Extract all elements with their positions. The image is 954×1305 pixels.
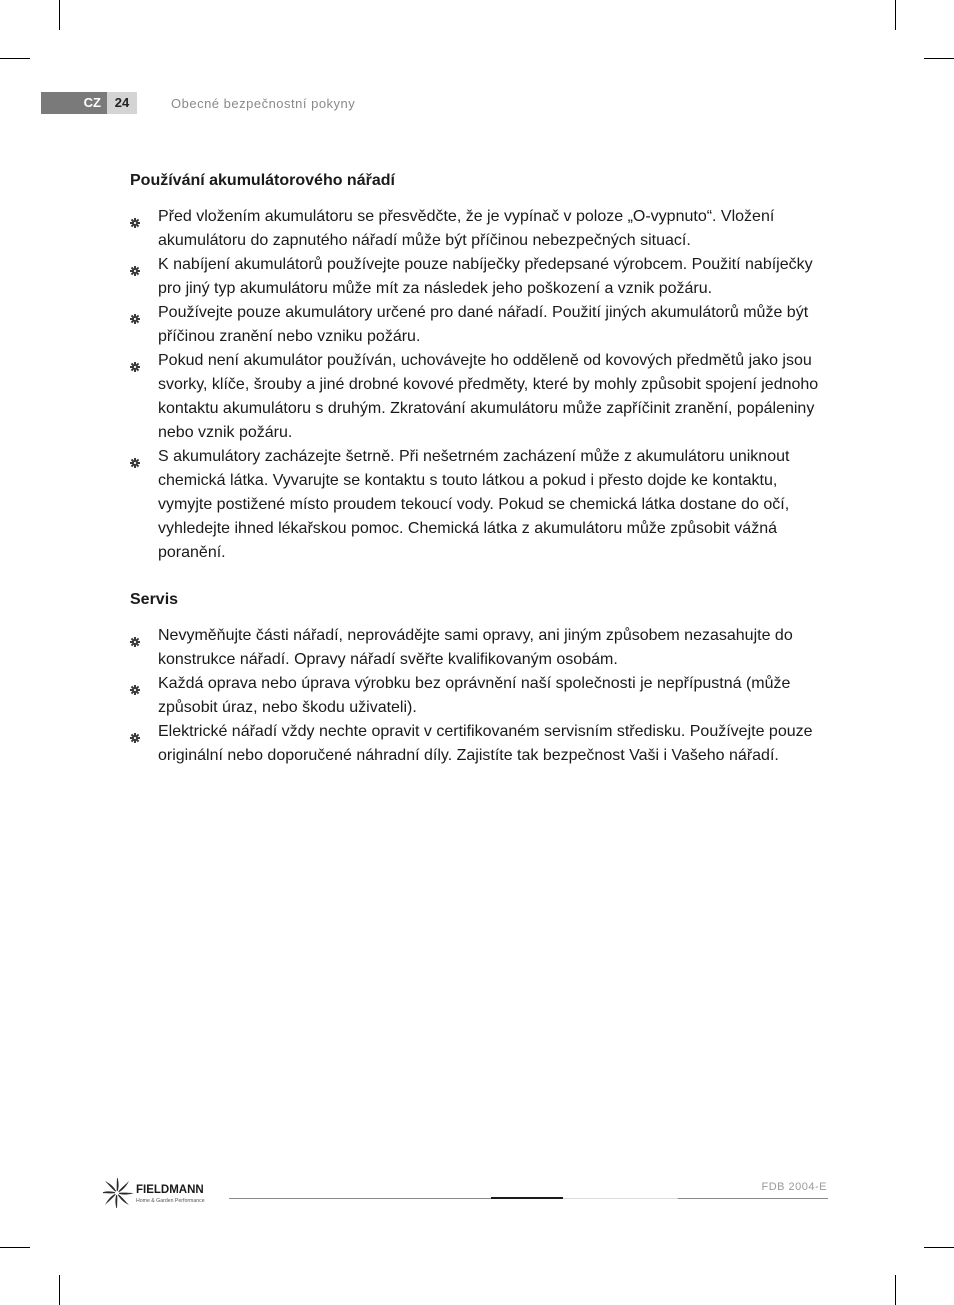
crop-mark: [924, 1247, 954, 1248]
list-item: [130, 720, 830, 768]
bullet-list: [130, 205, 830, 565]
crop-mark: [0, 1247, 30, 1248]
crop-mark: [895, 0, 896, 30]
gear-bullet-icon: [130, 212, 140, 222]
list-item: [130, 349, 830, 445]
list-item-text: Elektrické nářadí vždy nechte opravit v certifikovaném servisním středisku. Používejte pouze originální nebo doporučené náhradní díly. Zajistíte tak bezpečnost Vaši i Vašeho nářadí.: [158, 723, 813, 764]
list-item-text: S akumulátory zacházejte šetrně. Při nešetrném zacházení může z akumulátoru uniknout chemická látka. Vyvarujte se kontaktu s touto látkou a pokud i přesto dojde ke kontaktu, vymyjte postižené místo proudem tekoucí vody. Pokud se chemická látka dostane do očí, vyhledejte ihned lékařskou pomoc. Chemická látka z akumulátoru může způsobit vážná poranění.: [158, 448, 790, 561]
footer-rule: [229, 1198, 491, 1199]
list-item-text: Každá oprava nebo úprava výrobku bez oprávnění naší společnosti je nepřípustná (může způsobit úraz, nebo škodu uživateli).: [158, 675, 791, 716]
list-item: [130, 253, 830, 301]
fieldmann-logo: [103, 1178, 228, 1208]
section-spacer: [130, 565, 830, 589]
section-heading: Používání akumulátorového nářadí: [130, 172, 395, 189]
language-badge: CZ: [41, 92, 107, 114]
gear-bullet-icon: [130, 727, 140, 737]
footer-rule-accent: [491, 1197, 563, 1199]
pinwheel-icon: [103, 1178, 134, 1208]
list-item-text: Pokud není akumulátor používán, uchovávejte ho odděleně od kovových předmětů jako jsou svorky, klíče, šrouby a jiné drobné kovové předměty, které by mohly způsobit spojení jednoho kontaktu akumulátoru s druhým. Zkratování akumulátoru může zapříčinit zranění, popáleniny nebo vznik požáru.: [158, 352, 819, 441]
gear-bullet-icon: [130, 260, 140, 270]
crop-mark: [924, 58, 954, 59]
model-number: FDB 2004-E: [761, 1181, 827, 1193]
section-heading: Servis: [130, 591, 179, 608]
gear-bullet-icon: [130, 631, 140, 641]
list-item: [130, 205, 830, 253]
list-item: [130, 445, 830, 565]
gear-bullet-icon: [130, 308, 140, 318]
brand-tagline: Home & Garden Performance: [136, 1198, 205, 1204]
list-item: [130, 672, 830, 720]
crop-mark: [0, 58, 30, 59]
brand-name: FIELDMANN: [136, 1184, 204, 1196]
bullet-list: [130, 624, 830, 768]
gear-bullet-icon: [130, 452, 140, 462]
running-header-title: Obecné bezpečnostní pokyny: [171, 96, 356, 111]
list-item-text: Před vložením akumulátoru se přesvědčte, že je vypínač v poloze „O-vypnuto“. Vložení akumulátoru do zapnutého nářadí může být příčinou nebezpečných situací.: [158, 208, 775, 249]
page-number: 24: [107, 92, 137, 114]
crop-mark: [59, 0, 60, 30]
list-item-text: K nabíjení akumulátorů používejte pouze nabíječky předepsané výrobcem. Použití nabíječky pro jiný typ akumulátoru může mít za následek jeho poškození a vznik požáru.: [158, 256, 813, 297]
crop-mark: [895, 1275, 896, 1305]
gear-bullet-icon: [130, 356, 140, 366]
crop-mark: [59, 1275, 60, 1305]
list-item-text: Používejte pouze akumulátory určené pro dané nářadí. Použití jiných akumulátorů může být příčinou zranění nebo vzniku požáru.: [158, 304, 809, 345]
gear-bullet-icon: [130, 679, 140, 689]
list-item: [130, 624, 830, 672]
list-item: [130, 301, 830, 349]
footer-rule-light: [563, 1198, 678, 1199]
footer-rule: [678, 1198, 828, 1199]
list-item-text: Nevyměňujte části nářadí, neprovádějte sami opravy, ani jiným způsobem nezasahujte do konstrukce nářadí. Opravy nářadí svěřte kvalifikovaným osobám.: [158, 627, 793, 668]
main-content: [130, 170, 830, 768]
